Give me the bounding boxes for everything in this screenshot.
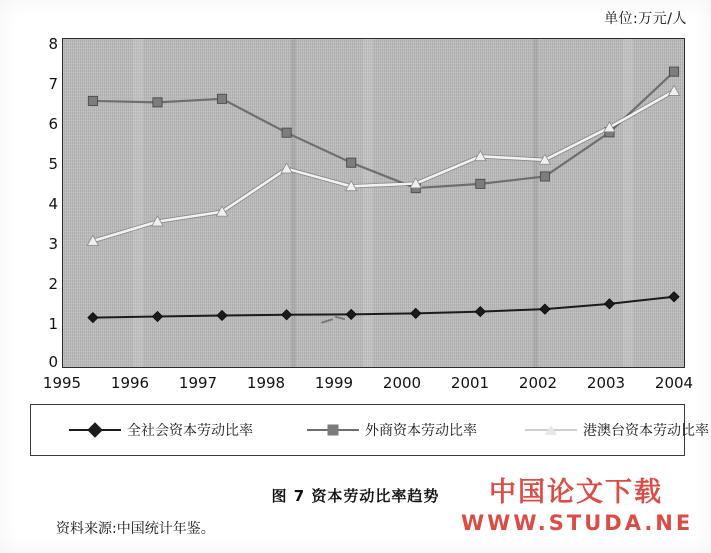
figure-caption: 图 7 资本劳动比率趋势	[271, 487, 440, 505]
x-tick-2003: 2003	[586, 374, 626, 392]
legend-symbol-square	[307, 423, 359, 437]
chart-area	[30, 35, 685, 371]
legend-label-hmt: 港澳台资本劳动比率	[583, 423, 709, 439]
legend-label-foreign: 外商资本劳动比率	[365, 423, 477, 439]
watermark-line2: WWW.STUDA.NE	[461, 511, 694, 535]
y-tick-8: 8	[48, 35, 58, 53]
figure-source: 资料来源:中国统计年鉴。	[56, 521, 215, 537]
x-tick-1999: 1999	[314, 374, 354, 392]
y-tick-7: 7	[48, 75, 58, 93]
x-tick-1997: 1997	[178, 374, 218, 392]
y-tick-5: 5	[48, 155, 58, 173]
legend-item-foreign	[307, 420, 477, 440]
legend-symbol-triangle	[525, 423, 577, 437]
series-plot	[63, 39, 684, 367]
watermark-line1: 中国论文下载	[489, 477, 663, 508]
x-tick-2002: 2002	[518, 374, 558, 392]
y-tick-2: 2	[48, 275, 58, 293]
y-tick-1: 1	[48, 315, 58, 333]
x-tick-1995: 1995	[42, 374, 82, 392]
y-tick-6: 6	[48, 115, 58, 133]
legend-item-hmt	[525, 420, 709, 440]
x-tick-2000: 2000	[382, 374, 422, 392]
x-tick-1998: 1998	[246, 374, 286, 392]
x-axis-labels	[42, 374, 711, 396]
chart-legend	[30, 404, 709, 456]
y-tick-0: 0	[48, 353, 58, 371]
x-tick-2004: 2004	[654, 374, 694, 392]
legend-label-total: 全社会资本劳动比率	[127, 423, 253, 439]
x-tick-2001: 2001	[450, 374, 490, 392]
unit-note: 单位:万元/人	[604, 11, 687, 27]
legend-symbol-diamond	[69, 423, 121, 437]
y-tick-4: 4	[48, 195, 58, 213]
x-tick-1996: 1996	[110, 374, 150, 392]
y-axis-labels	[30, 35, 58, 371]
y-tick-3: 3	[48, 235, 58, 253]
legend-item-total	[69, 420, 253, 440]
plot-box	[62, 38, 685, 368]
